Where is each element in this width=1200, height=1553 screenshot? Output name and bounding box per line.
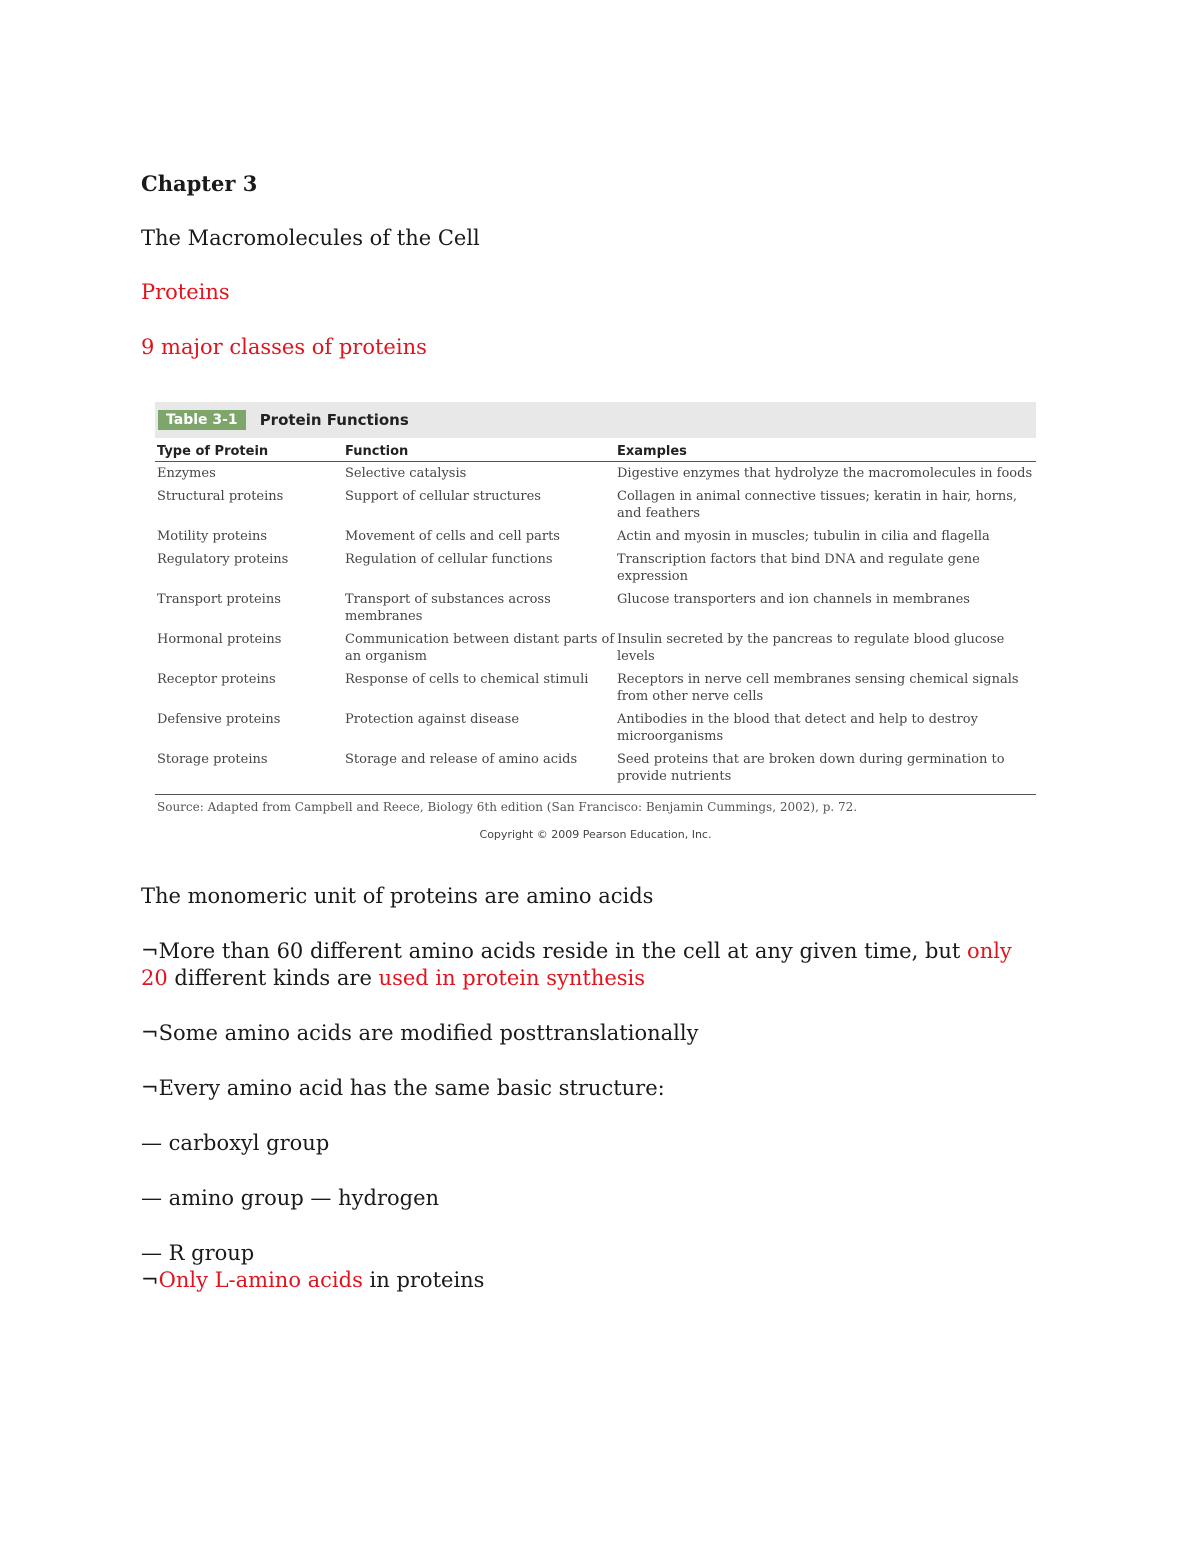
table-header-row [155,444,1036,462]
cell-type: Storage proteins [157,752,268,767]
text-run: ¬ [141,1268,159,1292]
cell-type: Defensive proteins [157,712,281,727]
table-source-note: Source: Adapted from Campbell and Reece, Biology 6th edition (San Francisco: Benjamin Cummings, 2002), p. 72. [155,794,1036,814]
chapter-heading: Chapter 3 [141,171,258,196]
cell-type: Motility proteins [157,529,268,544]
cell-function: Support of cellular structures [345,489,541,504]
table-row [155,628,1036,668]
subsection-heading: 9 major classes of proteins [141,335,427,359]
section-heading: Proteins [141,280,230,304]
table-row [155,708,1036,748]
amino-acid-count-paragraph [141,938,1041,992]
cell-example: Transcription factors that bind DNA and regulate gene expression [617,552,980,584]
cell-function: Storage and release of amino acids [345,752,578,767]
table-title-bar [155,402,1036,438]
text-run: ¬More than 60 different amino acids reside in the cell at any given time, but [141,939,968,963]
table-row [155,588,1036,628]
table-row [155,548,1036,588]
cell-function: Response of cells to chemical stimuli [345,672,589,687]
modification-paragraph: ¬Some amino acids are modified posttranslationally [141,1021,699,1045]
cell-function: Movement of cells and cell parts [345,529,560,544]
cell-function: Communication between distant parts of an organism [345,632,615,664]
highlight-text: Only L-amino acids [158,1268,363,1292]
body-text [141,883,1041,1322]
cell-type: Regulatory proteins [157,552,289,567]
l-amino-acids-paragraph [141,1267,1041,1294]
table-row [155,525,1036,548]
cell-example: Glucose transporters and ion channels in membranes [617,592,970,607]
table-row [155,462,1036,485]
column-header-examples: Examples [617,444,687,459]
table-row [155,748,1036,788]
table-body [155,462,1036,788]
cell-example: Digestive enzymes that hydrolyze the macromolecules in foods [617,466,1033,481]
cell-function: Regulation of cellular functions [345,552,553,567]
cell-function: Transport of substances across membranes [345,592,551,624]
table-tag: Table 3-1 [158,410,246,430]
table-row [155,485,1036,525]
highlight-text: only 20 [141,939,1012,990]
structure-paragraph: ¬Every amino acid has the same basic structure: [141,1076,665,1100]
cell-example: Insulin secreted by the pancreas to regulate blood glucose levels [617,632,1005,664]
cell-type: Receptor proteins [157,672,276,687]
cell-example: Seed proteins that are broken down during germination to provide nutrients [617,752,1005,784]
protein-functions-table-figure [155,402,1036,841]
copyright-notice: Copyright © 2009 Pearson Education, Inc. [479,828,712,841]
monomer-paragraph: The monomeric unit of proteins are amino acids [141,884,654,908]
cell-type: Hormonal proteins [157,632,282,647]
cell-type: Transport proteins [157,592,281,607]
highlight-text: used in protein synthesis [378,966,646,990]
cell-example: Receptors in nerve cell membranes sensing chemical signals from other nerve cells [617,672,1019,704]
table-title: Protein Functions [259,411,409,429]
cell-type: Structural proteins [157,489,284,504]
text-run: different kinds are [167,966,379,990]
cell-example: Collagen in animal connective tissues; keratin in hair, horns, and feathers [617,489,1018,521]
cell-type: Enzymes [157,466,216,481]
structure-item-carboxyl: — carboxyl group [141,1131,330,1155]
text-run: in proteins [362,1268,485,1292]
column-header-type: Type of Protein [157,444,269,459]
cell-example: Antibodies in the blood that detect and help to destroy microorganisms [617,712,978,744]
column-header-function: Function [345,444,409,459]
table-row [155,668,1036,708]
structure-item-r-group: — R group [141,1241,255,1265]
structure-item-amino: — amino group — hydrogen [141,1186,440,1210]
cell-example: Actin and myosin in muscles; tubulin in cilia and flagella [617,529,990,544]
cell-function: Protection against disease [345,712,520,727]
chapter-subtitle: The Macromolecules of the Cell [141,226,480,250]
cell-function: Selective catalysis [345,466,467,481]
